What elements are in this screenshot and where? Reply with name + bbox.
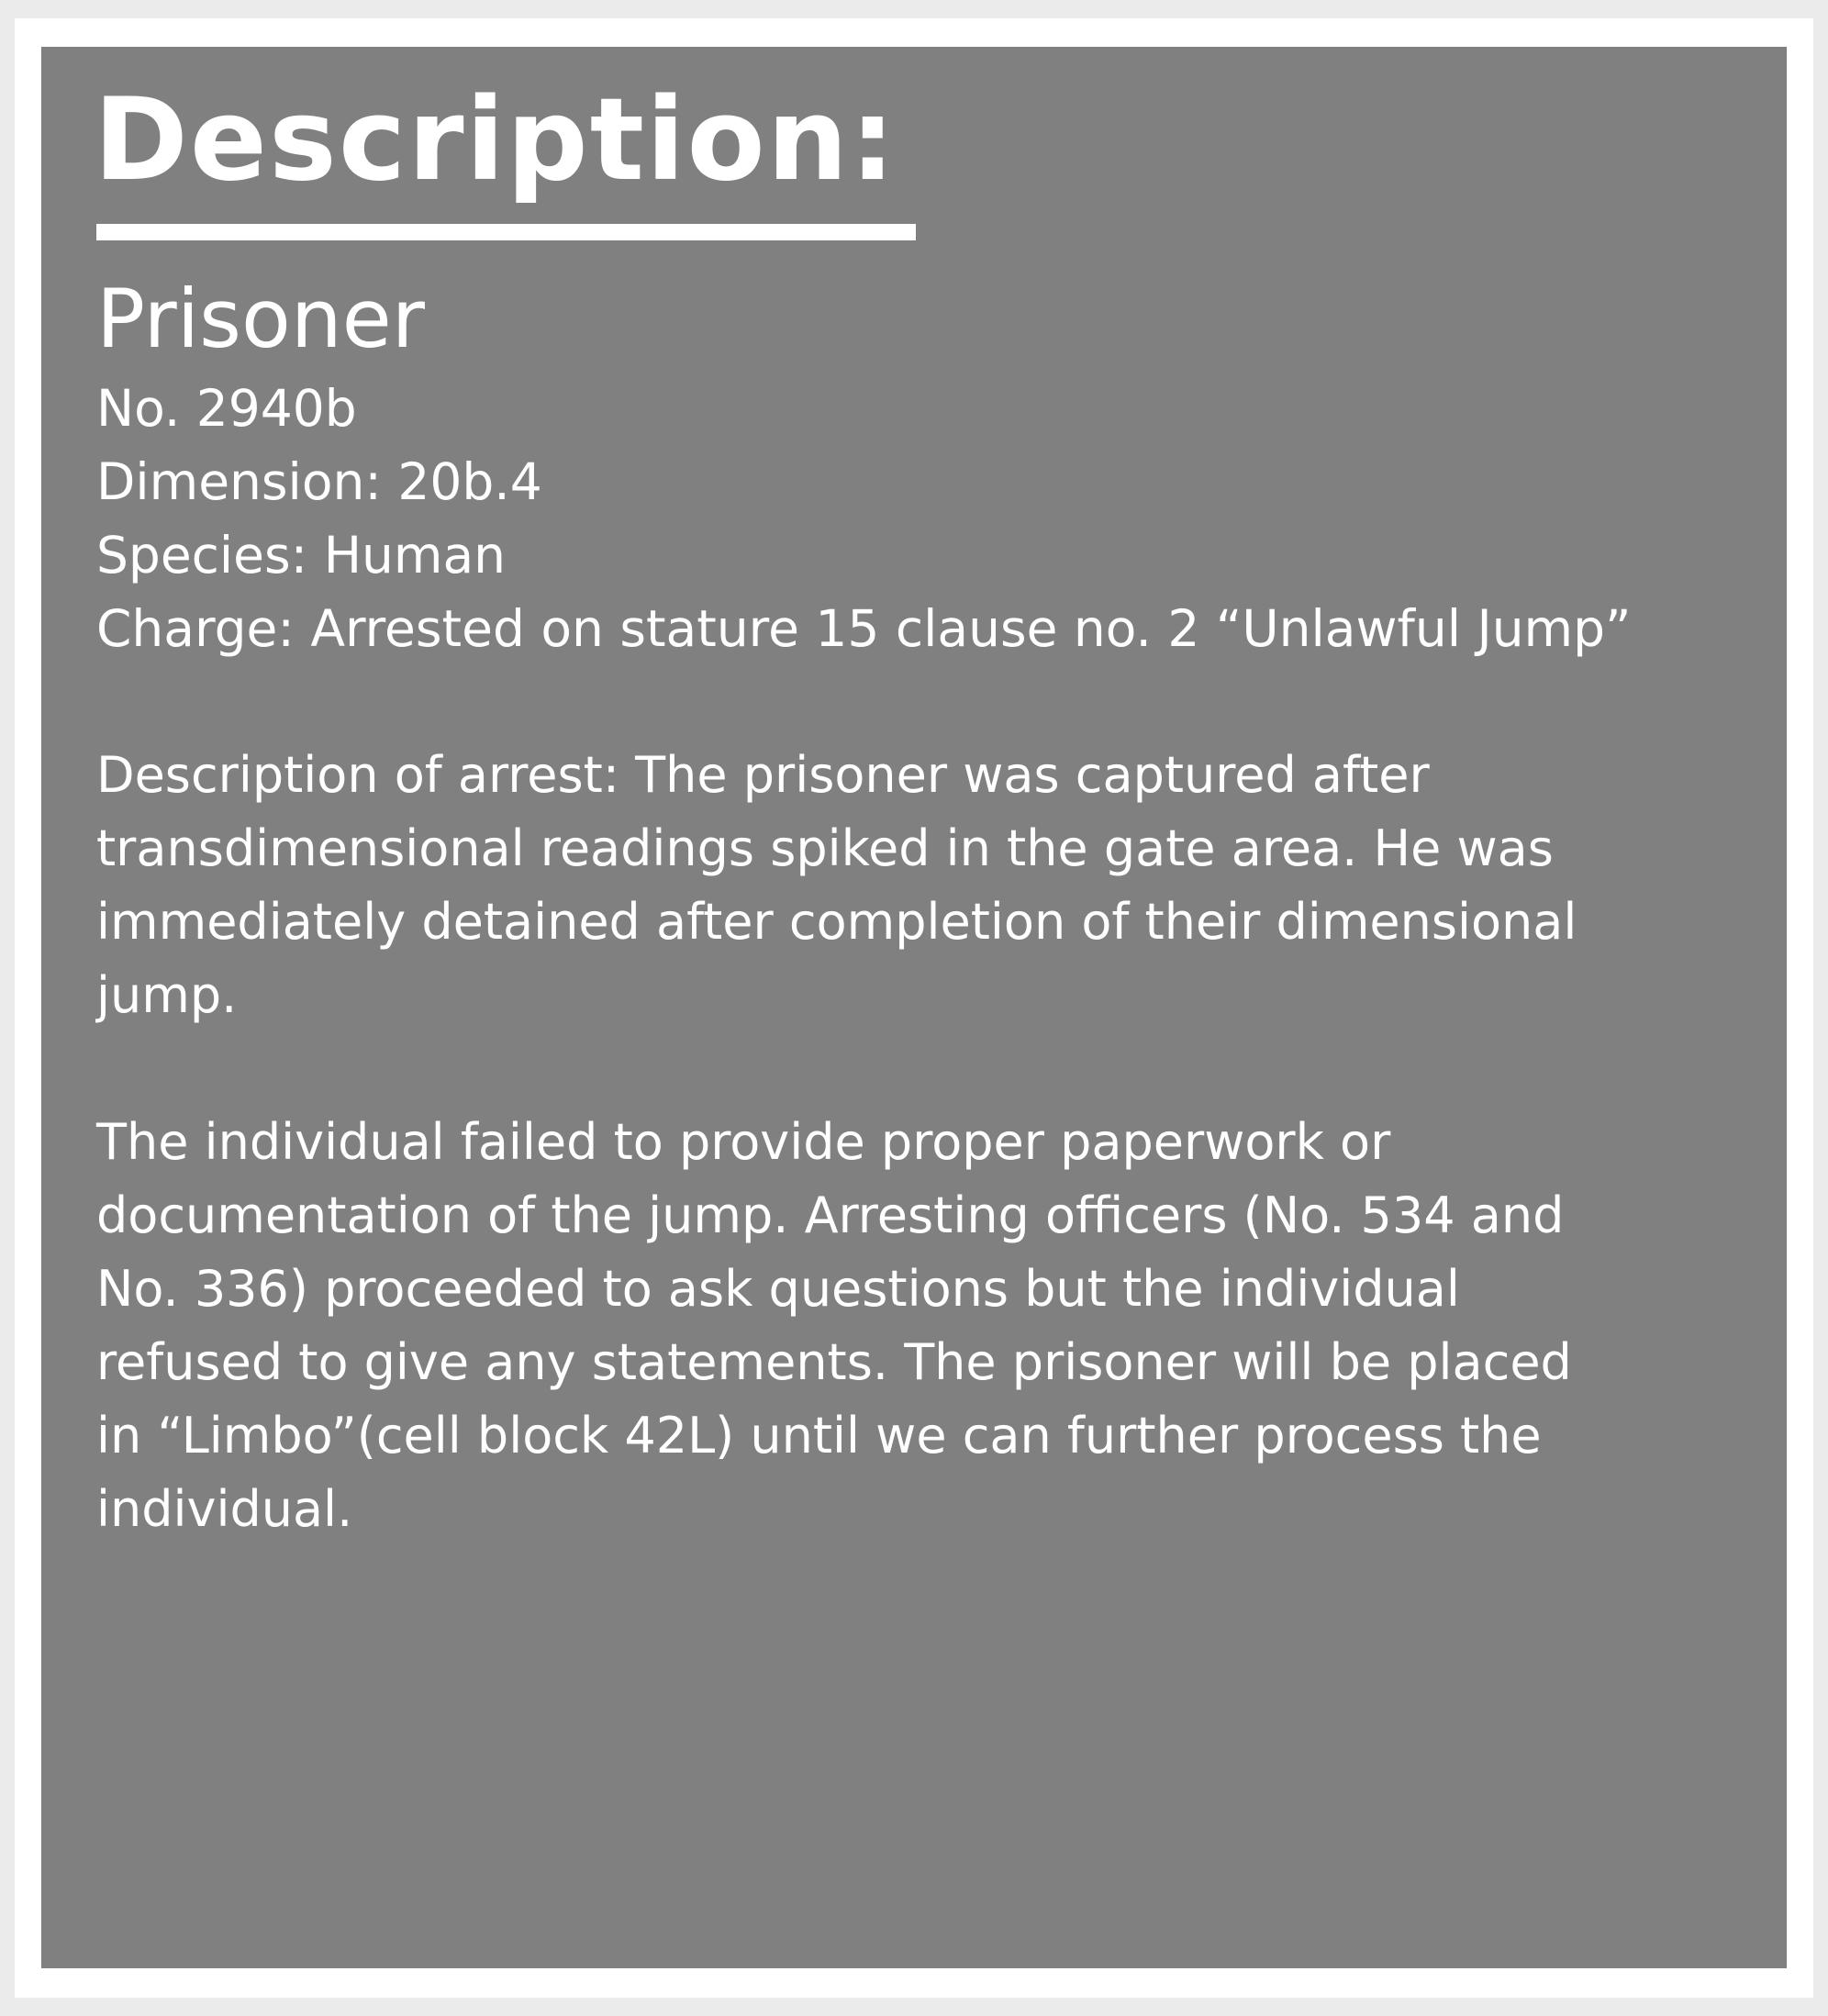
followup-description-line: The individual failed to provide proper paperwork or (96, 1113, 1391, 1171)
prisoner-record (96, 266, 1785, 1546)
arrest-description-line: jump. (96, 966, 238, 1024)
prisoner-number: No. 2940b (96, 379, 357, 438)
arrest-description-line: transdimensional readings spiked in the gate area. He was (96, 819, 1554, 877)
followup-description-line: documentation of the jump. Arresting officers (No. 534 and (96, 1186, 1565, 1244)
prisoner-species: Species: Human (96, 526, 507, 585)
followup-description-line: No. 336) proceeded to ask questions but the individual (96, 1260, 1460, 1318)
followup-description-line: refused to give any statements. The prisoner will be placed (96, 1333, 1572, 1391)
prisoner-charge: Charge: Arrested on stature 15 clause no. 2 “Unlawful Jump” (96, 599, 1632, 658)
arrest-description-line: immediately detained after completion of their dimensional (96, 893, 1577, 951)
outer-frame-bottom (0, 1998, 1828, 2016)
arrest-description-line: Description of arrest: The prisoner was captured after (96, 746, 1430, 804)
heading-underline (96, 224, 916, 240)
prisoner-dimension: Dimension: 20b.4 (96, 452, 542, 511)
followup-description-line: in “Limbo”(cell block 42L) until we can further process the (96, 1407, 1542, 1465)
outer-frame-left (0, 18, 15, 1998)
section-spacer (96, 1032, 1785, 1106)
prisoner-title: Prisoner (96, 272, 425, 366)
outer-frame-top (0, 0, 1828, 18)
outer-frame-right (1813, 18, 1828, 1998)
description-heading: Description: (94, 74, 897, 206)
followup-description-line: individual. (96, 1480, 353, 1538)
section-spacer (96, 665, 1785, 739)
